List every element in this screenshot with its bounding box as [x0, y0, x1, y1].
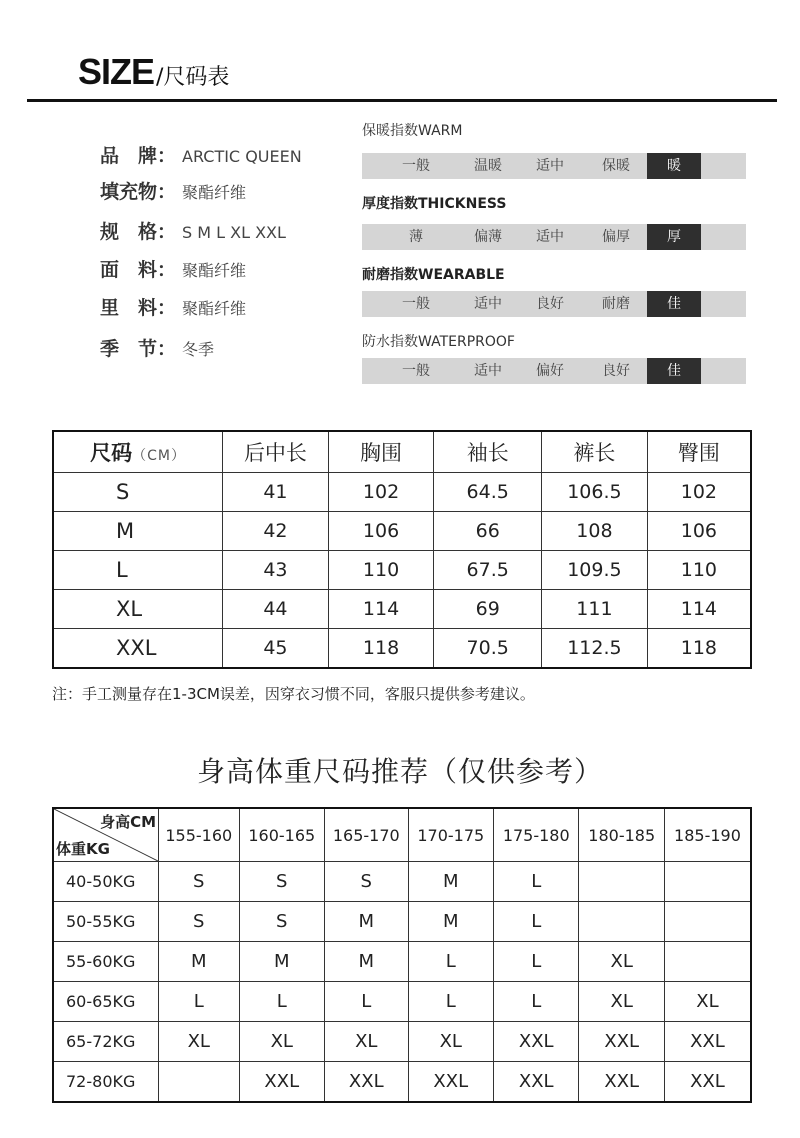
recommend-size-cell: M [159, 942, 240, 982]
recommend-size-cell: M [408, 862, 493, 902]
recommend-size-cell: M [325, 902, 409, 942]
corner-height-label: 身高CM [100, 813, 156, 831]
weight-cell: 40-50KG [53, 862, 159, 902]
measure-cell: 114 [647, 590, 751, 629]
recommend-size-cell: XL [408, 1022, 493, 1062]
recommend-size-cell: L [494, 942, 579, 982]
measurement-note: 注：手工测量存在1-3CM误差，因穿衣习惯不同，客服只提供参考建议。 [52, 685, 535, 703]
recommend-size-cell: L [239, 982, 324, 1022]
column-header: 袖长 [434, 431, 542, 473]
measure-cell: 109.5 [542, 551, 648, 590]
thickness-index-bar [362, 224, 746, 250]
recommend-size-cell: L [159, 982, 240, 1022]
recommend-size-cell: XL [579, 942, 664, 982]
size-table [52, 430, 752, 669]
info-value: S M L XL XXL [182, 223, 286, 242]
height-header: 160-165 [239, 808, 324, 862]
index-level: 适中 [536, 158, 564, 174]
recommend-size-cell: XXL [325, 1062, 409, 1103]
size-cell: M [53, 512, 223, 551]
info-fabric [100, 255, 360, 285]
recommend-size-cell: L [408, 982, 493, 1022]
recommend-size-cell: M [408, 902, 493, 942]
info-value: ARCTIC QUEEN [182, 147, 302, 166]
weight-cell: 60-65KG [53, 982, 159, 1022]
index-level: 一般 [402, 363, 430, 379]
height-header: 175-180 [494, 808, 579, 862]
column-header: 胸围 [328, 431, 434, 473]
warm-index-bar [362, 153, 746, 179]
recommend-size-cell: M [325, 942, 409, 982]
index-level: 偏厚 [602, 229, 630, 245]
measure-cell: 118 [647, 629, 751, 669]
index-level: 适中 [474, 296, 502, 312]
info-filling [100, 177, 360, 207]
info-label: 季 节： [100, 338, 177, 360]
recommend-size-cell: XXL [664, 1062, 751, 1103]
size-cell: XL [53, 590, 223, 629]
info-season [100, 334, 360, 364]
recommend-size-cell: XXL [579, 1022, 664, 1062]
measure-cell: 111 [542, 590, 648, 629]
size-cell: S [53, 473, 223, 512]
index-level: 耐磨 [602, 296, 630, 312]
recommend-size-cell [159, 1062, 240, 1103]
recommend-size-cell [664, 942, 751, 982]
measure-cell: 69 [434, 590, 542, 629]
corner-diagonal [54, 809, 158, 861]
title-divider [27, 99, 777, 102]
height-header: 180-185 [579, 808, 664, 862]
info-lining [100, 293, 360, 323]
recommend-title: 身高体重尺码推荐（仅供参考） [196, 755, 603, 788]
index-level-selected: 厚 [647, 224, 701, 250]
size-header-cell [53, 431, 223, 473]
index-level: 适中 [474, 363, 502, 379]
recommend-size-cell: XXL [239, 1062, 324, 1103]
measure-cell: 102 [647, 473, 751, 512]
measure-cell: 66 [434, 512, 542, 551]
recommend-size-cell: L [494, 902, 579, 942]
index-level-selected: 佳 [647, 291, 701, 317]
size-row [53, 551, 751, 590]
recommend-size-cell: S [239, 902, 324, 942]
measure-cell: 106.5 [542, 473, 648, 512]
size-row [53, 590, 751, 629]
title-en: SIZE [78, 51, 155, 92]
recommend-size-cell [579, 902, 664, 942]
measure-cell: 42 [223, 512, 329, 551]
height-header: 185-190 [664, 808, 751, 862]
recommend-size-cell: XXL [494, 1022, 579, 1062]
info-value: 冬季 [182, 340, 215, 359]
measure-cell: 110 [328, 551, 434, 590]
size-header-unit: （CM） [132, 448, 186, 464]
recommend-size-cell: XL [239, 1022, 324, 1062]
info-value: 聚酯纤维 [182, 299, 247, 318]
page-title [78, 52, 229, 99]
measure-cell: 41 [223, 473, 329, 512]
thickness-index-label: 厚度指数THICKNESS [362, 196, 507, 212]
height-header: 170-175 [408, 808, 493, 862]
measure-cell: 43 [223, 551, 329, 590]
height-header: 165-170 [325, 808, 409, 862]
index-level: 薄 [409, 229, 423, 245]
weight-cell: 55-60KG [53, 942, 159, 982]
recommend-size-cell [664, 902, 751, 942]
recommend-size-cell: XL [159, 1022, 240, 1062]
size-row [53, 473, 751, 512]
warm-index-label: 保暖指数WARM [362, 123, 463, 139]
column-header: 后中长 [223, 431, 329, 473]
measure-cell: 112.5 [542, 629, 648, 669]
recommend-size-cell: L [494, 862, 579, 902]
recommend-size-cell [664, 862, 751, 902]
measure-cell: 64.5 [434, 473, 542, 512]
index-level: 偏薄 [474, 229, 502, 245]
column-header: 臀围 [647, 431, 751, 473]
measure-cell: 67.5 [434, 551, 542, 590]
recommend-header-row [53, 808, 751, 862]
recommend-size-cell: S [325, 862, 409, 902]
info-label: 品 牌： [100, 145, 177, 167]
index-level-selected: 暖 [647, 153, 701, 179]
info-spec [100, 217, 360, 247]
waterproof-index-bar [362, 358, 746, 384]
recommend-size-cell: L [325, 982, 409, 1022]
recommend-size-cell: L [494, 982, 579, 1022]
index-level: 良好 [536, 296, 564, 312]
recommend-row [53, 982, 751, 1022]
recommend-size-cell: S [159, 902, 240, 942]
weight-cell: 50-55KG [53, 902, 159, 942]
index-level: 良好 [602, 363, 630, 379]
recommend-row [53, 902, 751, 942]
size-cell: L [53, 551, 223, 590]
recommend-size-cell: XL [579, 982, 664, 1022]
measure-cell: 44 [223, 590, 329, 629]
size-row [53, 629, 751, 669]
recommend-size-cell: XXL [494, 1062, 579, 1103]
weight-cell: 65-72KG [53, 1022, 159, 1062]
info-label: 规 格： [100, 221, 177, 243]
measure-cell: 106 [328, 512, 434, 551]
recommend-row [53, 862, 751, 902]
measure-cell: 108 [542, 512, 648, 551]
waterproof-index-label: 防水指数WATERPROOF [362, 334, 515, 350]
corner-cell [53, 808, 159, 862]
index-level: 适中 [536, 229, 564, 245]
size-table-header [53, 431, 751, 473]
info-value: 聚酯纤维 [182, 261, 247, 280]
measure-cell: 110 [647, 551, 751, 590]
recommend-size-cell: S [159, 862, 240, 902]
measure-cell: 70.5 [434, 629, 542, 669]
measure-cell: 106 [647, 512, 751, 551]
wearable-index-label: 耐磨指数WEARABLE [362, 267, 505, 283]
corner-weight-label: 体重KG [56, 840, 110, 858]
size-header-label: 尺码 [90, 441, 133, 465]
recommend-size-cell: XXL [579, 1062, 664, 1103]
measure-cell: 118 [328, 629, 434, 669]
recommend-size-cell: XXL [408, 1062, 493, 1103]
info-value: 聚酯纤维 [182, 183, 247, 202]
index-level: 温暖 [474, 158, 502, 174]
column-header: 裤长 [542, 431, 648, 473]
info-label: 填充物： [100, 181, 177, 203]
weight-cell: 72-80KG [53, 1062, 159, 1103]
size-row [53, 512, 751, 551]
size-cell: XXL [53, 629, 223, 669]
title-cn: /尺码表 [156, 65, 230, 90]
recommend-row [53, 942, 751, 982]
index-level: 一般 [402, 158, 430, 174]
recommend-size-cell: S [239, 862, 324, 902]
height-header: 155-160 [159, 808, 240, 862]
index-level: 一般 [402, 296, 430, 312]
recommend-size-cell: M [239, 942, 324, 982]
recommend-size-cell: XL [664, 982, 751, 1022]
measure-cell: 114 [328, 590, 434, 629]
recommend-size-cell: XL [325, 1022, 409, 1062]
info-label: 里 料： [100, 297, 177, 319]
recommend-size-cell [579, 862, 664, 902]
recommend-row [53, 1062, 751, 1103]
info-brand [100, 141, 360, 171]
info-label: 面 料： [100, 259, 177, 281]
measure-cell: 45 [223, 629, 329, 669]
recommend-size-cell: L [408, 942, 493, 982]
index-level: 偏好 [536, 363, 564, 379]
index-level-selected: 佳 [647, 358, 701, 384]
recommend-size-cell: XXL [664, 1022, 751, 1062]
recommend-row [53, 1022, 751, 1062]
index-level: 保暖 [602, 158, 630, 174]
recommend-table [52, 807, 752, 1103]
wearable-index-bar [362, 291, 746, 317]
measure-cell: 102 [328, 473, 434, 512]
